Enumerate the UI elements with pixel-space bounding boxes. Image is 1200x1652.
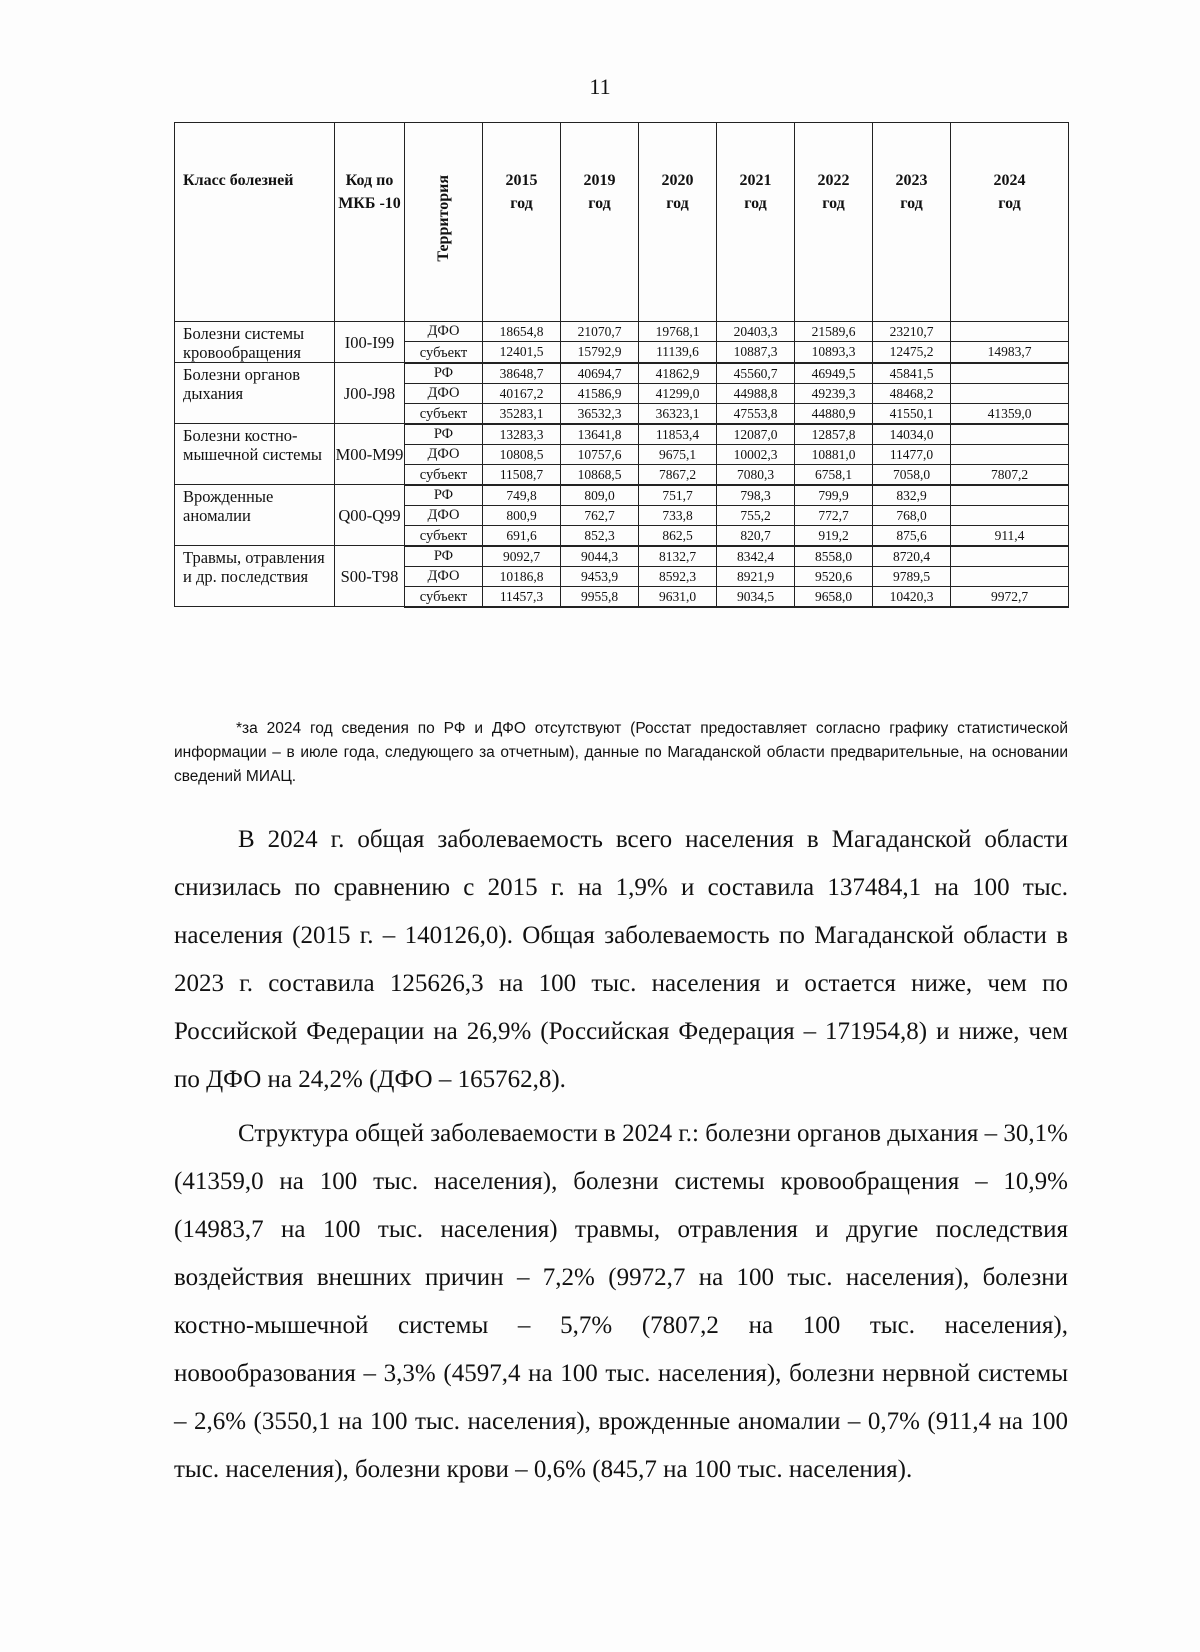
icd-code-cell: J00-J98 bbox=[335, 363, 405, 424]
value-cell: 9453,9 bbox=[561, 566, 639, 586]
value-cell bbox=[951, 444, 1069, 464]
value-cell: 9789,5 bbox=[873, 566, 951, 586]
value-cell: 798,3 bbox=[717, 485, 795, 506]
value-cell: 10808,5 bbox=[483, 444, 561, 464]
value-cell: 12087,0 bbox=[717, 424, 795, 445]
header-year: 2023 год bbox=[873, 123, 951, 322]
value-cell: 10186,8 bbox=[483, 566, 561, 586]
territory-cell: субъект bbox=[405, 464, 483, 485]
value-cell bbox=[951, 363, 1069, 384]
value-cell: 7080,3 bbox=[717, 464, 795, 485]
value-cell: 762,7 bbox=[561, 505, 639, 525]
disease-class-cell: Врожденные аномалии bbox=[175, 485, 335, 546]
value-cell: 41359,0 bbox=[951, 403, 1069, 424]
territory-cell: субъект bbox=[405, 586, 483, 607]
value-cell: 10420,3 bbox=[873, 586, 951, 607]
table-header bbox=[175, 123, 1069, 322]
value-cell: 7807,2 bbox=[951, 464, 1069, 485]
header-code: Код по МКБ -10 bbox=[335, 123, 405, 322]
value-cell: 8921,9 bbox=[717, 566, 795, 586]
value-cell: 38648,7 bbox=[483, 363, 561, 384]
value-cell: 41550,1 bbox=[873, 403, 951, 424]
disease-class-cell: Травмы, отравления и др. последствия bbox=[175, 546, 335, 607]
territory-cell: РФ bbox=[405, 485, 483, 506]
disease-class-cell: Болезни костно-мышечной системы bbox=[175, 424, 335, 485]
table-row bbox=[175, 363, 1069, 384]
value-cell: 10868,5 bbox=[561, 464, 639, 485]
value-cell: 19768,1 bbox=[639, 322, 717, 342]
territory-cell: ДФО bbox=[405, 444, 483, 464]
header-territory bbox=[405, 123, 483, 322]
header-year: 2020 год bbox=[639, 123, 717, 322]
value-cell: 875,6 bbox=[873, 525, 951, 546]
value-cell: 11477,0 bbox=[873, 444, 951, 464]
header-year: 2015 год bbox=[483, 123, 561, 322]
value-cell: 45560,7 bbox=[717, 363, 795, 384]
value-cell: 35283,1 bbox=[483, 403, 561, 424]
disease-class-cell: Болезни системы кровообращения bbox=[175, 322, 335, 363]
value-cell: 768,0 bbox=[873, 505, 951, 525]
value-cell: 9092,7 bbox=[483, 546, 561, 567]
value-cell: 44988,8 bbox=[717, 383, 795, 403]
territory-cell: субъект bbox=[405, 403, 483, 424]
value-cell: 41586,9 bbox=[561, 383, 639, 403]
morbidity-table bbox=[174, 122, 1069, 608]
value-cell: 911,4 bbox=[951, 525, 1069, 546]
value-cell: 14034,0 bbox=[873, 424, 951, 445]
value-cell bbox=[951, 383, 1069, 403]
value-cell: 9520,6 bbox=[795, 566, 873, 586]
value-cell: 40694,7 bbox=[561, 363, 639, 384]
territory-cell: РФ bbox=[405, 546, 483, 567]
territory-cell: субъект bbox=[405, 342, 483, 363]
value-cell bbox=[951, 322, 1069, 342]
territory-cell: ДФО bbox=[405, 505, 483, 525]
value-cell: 10893,3 bbox=[795, 342, 873, 363]
value-cell: 733,8 bbox=[639, 505, 717, 525]
value-cell: 36323,1 bbox=[639, 403, 717, 424]
value-cell: 852,3 bbox=[561, 525, 639, 546]
value-cell bbox=[951, 566, 1069, 586]
territory-cell: РФ bbox=[405, 424, 483, 445]
value-cell: 7058,0 bbox=[873, 464, 951, 485]
value-cell: 8342,4 bbox=[717, 546, 795, 567]
value-cell: 800,9 bbox=[483, 505, 561, 525]
value-cell: 862,5 bbox=[639, 525, 717, 546]
value-cell: 772,7 bbox=[795, 505, 873, 525]
value-cell: 41299,0 bbox=[639, 383, 717, 403]
table-row bbox=[175, 485, 1069, 506]
value-cell: 8592,3 bbox=[639, 566, 717, 586]
value-cell: 44880,9 bbox=[795, 403, 873, 424]
value-cell: 41862,9 bbox=[639, 363, 717, 384]
value-cell: 14983,7 bbox=[951, 342, 1069, 363]
value-cell bbox=[951, 546, 1069, 567]
value-cell: 11457,3 bbox=[483, 586, 561, 607]
value-cell: 11139,6 bbox=[639, 342, 717, 363]
territory-cell: ДФО bbox=[405, 322, 483, 342]
value-cell: 10757,6 bbox=[561, 444, 639, 464]
value-cell: 10002,3 bbox=[717, 444, 795, 464]
header-class: Класс болезней bbox=[175, 123, 335, 322]
value-cell: 8132,7 bbox=[639, 546, 717, 567]
value-cell bbox=[951, 485, 1069, 506]
value-cell bbox=[951, 505, 1069, 525]
header-year: 2022 год bbox=[795, 123, 873, 322]
value-cell: 6758,1 bbox=[795, 464, 873, 485]
value-cell: 47553,8 bbox=[717, 403, 795, 424]
value-cell: 15792,9 bbox=[561, 342, 639, 363]
value-cell: 9044,3 bbox=[561, 546, 639, 567]
icd-code-cell: Q00-Q99 bbox=[335, 485, 405, 546]
value-cell: 48468,2 bbox=[873, 383, 951, 403]
value-cell: 21070,7 bbox=[561, 322, 639, 342]
value-cell: 9034,5 bbox=[717, 586, 795, 607]
territory-cell: ДФО bbox=[405, 383, 483, 403]
paragraph-general-morbidity: В 2024 г. общая заболеваемость всего населения в Магаданской области снизилась по сравнению с 2015 г. на 1,9% и составила 137484,1 на 100 тыс. населения (2015 г. – 140126,0). Общая заболеваемость по Магаданской области в 2023 г. составила 125626,3 на 100 тыс. населения и остается ниже, чем по Российской Федерации на 26,9% (Российская Федерация – 171954,8) и ниже, чем по ДФО на 24,2% (ДФО – 165762,8). bbox=[174, 826, 1068, 1093]
value-cell: 820,7 bbox=[717, 525, 795, 546]
value-cell: 13283,3 bbox=[483, 424, 561, 445]
value-cell: 9675,1 bbox=[639, 444, 717, 464]
value-cell: 12401,5 bbox=[483, 342, 561, 363]
table-row bbox=[175, 322, 1069, 342]
value-cell: 13641,8 bbox=[561, 424, 639, 445]
value-cell: 691,6 bbox=[483, 525, 561, 546]
value-cell: 9955,8 bbox=[561, 586, 639, 607]
icd-code-cell: S00-T98 bbox=[335, 546, 405, 607]
header-year: 2024 год bbox=[951, 123, 1069, 322]
paragraph-morbidity-structure: Структура общей заболеваемости в 2024 г.: болезни органов дыхания – 30,1% (41359,0 на 100 тыс. населения), болезни системы кровообращения – 10,9% (14983,7 на 100 тыс. населения) травмы, отравления и другие последствия воздействия внешних причин – 7,2% (9972,7 на 100 тыс. населения), болезни костно-мышечной системы – 5,7% (7807,2 на 100 тыс. населения), новообразования – 3,3% (4597,4 на 100 тыс. населения), болезни нервной системы – 2,6% (3550,1 на 100 тыс. населения), врожденные аномалии – 0,7% (911,4 на 100 тыс. населения), болезни крови – 0,6% (845,7 на 100 тыс. населения). bbox=[174, 1120, 1068, 1483]
value-cell: 11853,4 bbox=[639, 424, 717, 445]
value-cell: 832,9 bbox=[873, 485, 951, 506]
value-cell: 11508,7 bbox=[483, 464, 561, 485]
table-body bbox=[175, 322, 1069, 607]
value-cell: 9972,7 bbox=[951, 586, 1069, 607]
table-footnote: *за 2024 год сведения по РФ и ДФО отсутствуют (Росстат предоставляет согласно графику статистической информации – в июле года, следующего за отчетным), данные по Магаданской области предварительные, на основании сведений МИАЦ. bbox=[174, 720, 1068, 785]
value-cell bbox=[951, 424, 1069, 445]
value-cell: 12475,2 bbox=[873, 342, 951, 363]
value-cell: 10881,0 bbox=[795, 444, 873, 464]
value-cell: 49239,3 bbox=[795, 383, 873, 403]
value-cell: 799,9 bbox=[795, 485, 873, 506]
icd-code-cell: M00-M99 bbox=[335, 424, 405, 485]
table-row bbox=[175, 546, 1069, 567]
value-cell: 45841,5 bbox=[873, 363, 951, 384]
value-cell: 12857,8 bbox=[795, 424, 873, 445]
value-cell: 10887,3 bbox=[717, 342, 795, 363]
value-cell: 36532,3 bbox=[561, 403, 639, 424]
page-number: 11 bbox=[589, 74, 611, 99]
territory-cell: ДФО bbox=[405, 566, 483, 586]
value-cell: 21589,6 bbox=[795, 322, 873, 342]
value-cell: 749,8 bbox=[483, 485, 561, 506]
value-cell: 8720,4 bbox=[873, 546, 951, 567]
header-year: 2021 год bbox=[717, 123, 795, 322]
value-cell: 9631,0 bbox=[639, 586, 717, 607]
value-cell: 40167,2 bbox=[483, 383, 561, 403]
value-cell: 809,0 bbox=[561, 485, 639, 506]
value-cell: 18654,8 bbox=[483, 322, 561, 342]
disease-class-cell: Болезни органов дыхания bbox=[175, 363, 335, 424]
value-cell: 46949,5 bbox=[795, 363, 873, 384]
header-year: 2019 год bbox=[561, 123, 639, 322]
value-cell: 751,7 bbox=[639, 485, 717, 506]
header-territory-label: Территория bbox=[435, 175, 452, 262]
value-cell: 9658,0 bbox=[795, 586, 873, 607]
value-cell: 755,2 bbox=[717, 505, 795, 525]
territory-cell: субъект bbox=[405, 525, 483, 546]
value-cell: 919,2 bbox=[795, 525, 873, 546]
territory-cell: РФ bbox=[405, 363, 483, 384]
value-cell: 20403,3 bbox=[717, 322, 795, 342]
value-cell: 8558,0 bbox=[795, 546, 873, 567]
value-cell: 7867,2 bbox=[639, 464, 717, 485]
icd-code-cell: I00-I99 bbox=[335, 322, 405, 363]
value-cell: 23210,7 bbox=[873, 322, 951, 342]
table-row bbox=[175, 424, 1069, 445]
